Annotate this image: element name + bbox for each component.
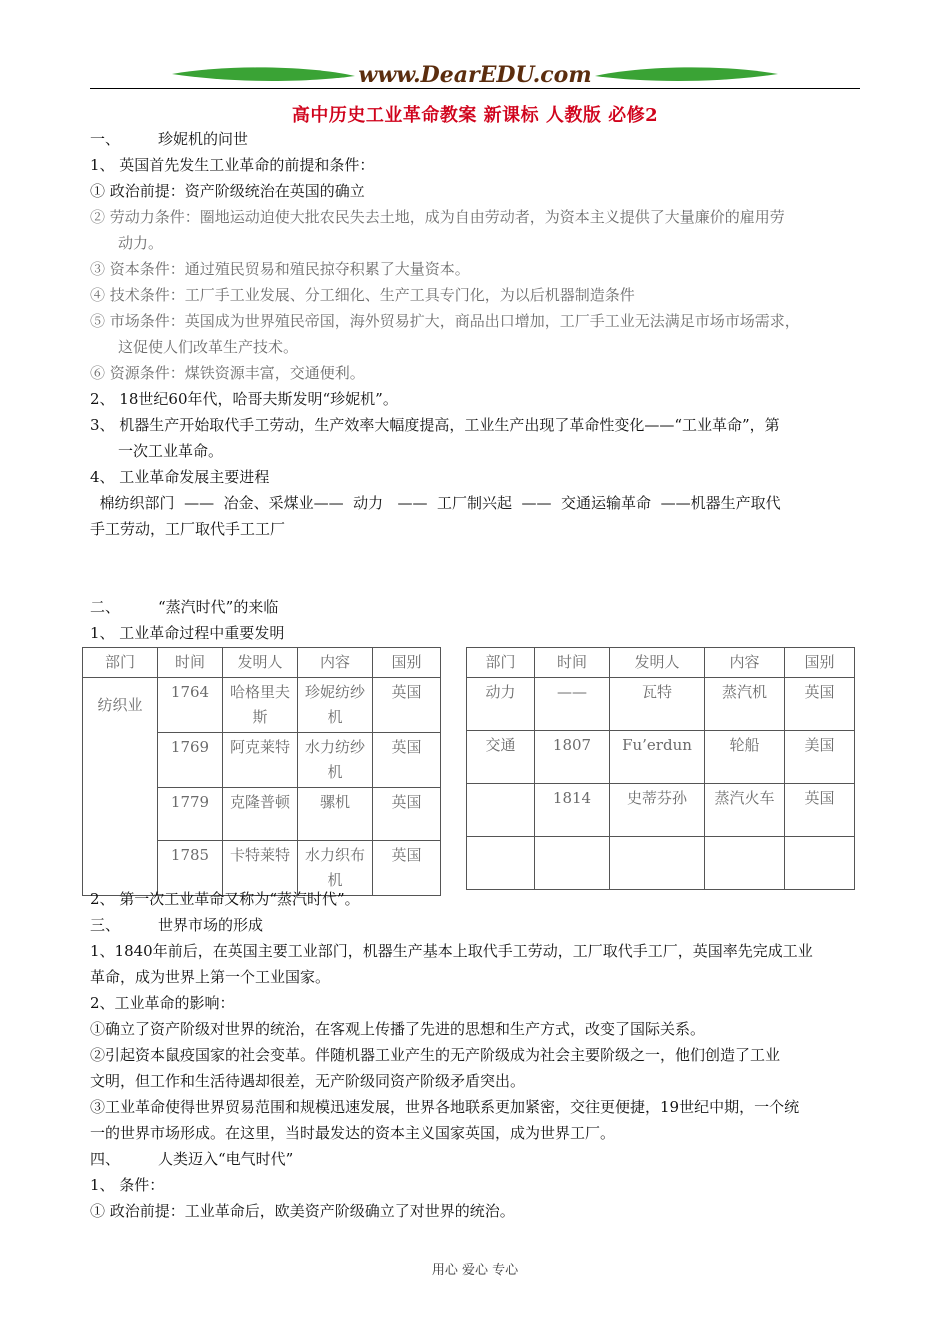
s4-item-1: 1、 条件： [90, 1176, 165, 1194]
s3-item-1: 1、1840年前后，在英国主要工业部门，机器生产基本上取代手工劳动，工厂取代手工厂，英国率先完成工业 [90, 942, 813, 960]
logo-text: www.DearEDU.com [358, 62, 592, 88]
header-time: 时间 [158, 648, 223, 678]
section-4-heading: 四、 人类迈入“电气时代” [90, 1150, 294, 1168]
s2-item-2: 2、 第一次工业革命又称为“蒸汽时代”。 [90, 890, 360, 908]
header-logo [170, 62, 780, 90]
header-content: 内容 [705, 648, 785, 678]
effect-3-cont: 一的世界市场形成。在这里，当时最发达的资本主义国家英国，成为世界工厂。 [90, 1124, 616, 1142]
s1-item-4: 4、 工业革命发展主要进程 [90, 468, 270, 486]
time-cell: 1807 [535, 731, 610, 784]
header-dept: 部门 [83, 648, 158, 678]
s3-item-2: 2、工业革命的影响： [90, 994, 235, 1012]
time-cell: 1764 [158, 678, 223, 733]
page-footer: 用心 爱心 专心 [431, 1263, 519, 1278]
country-cell [785, 837, 855, 890]
condition-4: ④ 技术条件：工厂手工业发展、分工细化、生产工具专门化，为以后机器制造条件 [90, 286, 635, 304]
country-cell: 英国 [373, 733, 441, 788]
section-2-heading: 二、 “蒸汽时代”的来临 [90, 598, 279, 616]
condition-1: ① 政治前提：资产阶级统治在英国的确立 [90, 182, 365, 200]
table-row [467, 837, 855, 890]
content-cell: 水力织布机 [298, 841, 373, 896]
time-cell: 1785 [158, 841, 223, 896]
section-3-heading: 三、 世界市场的形成 [90, 916, 264, 934]
s1-item-2: 2、 18世纪60年代，哈哥夫斯发明“珍妮机”。 [90, 390, 398, 408]
country-cell: 英国 [373, 788, 441, 841]
inventor-cell [610, 837, 705, 890]
header-inventor: 发明人 [223, 648, 298, 678]
section-1-heading: 一、 珍妮机的问世 [90, 130, 249, 148]
content-cell: 珍妮纺纱机 [298, 678, 373, 733]
country-cell: 英国 [373, 678, 441, 733]
table-row [467, 731, 855, 784]
dept-cell: 交通 [467, 731, 535, 784]
header-country: 国别 [373, 648, 441, 678]
condition-5-cont: 这促使人们改革生产技术。 [118, 338, 299, 356]
condition-5: ⑤ 市场条件：英国成为世界殖民帝国，海外贸易扩大，商品出口增加，工厂手工业无法满足市场市场需求， [90, 312, 800, 330]
inventor-cell: 瓦特 [610, 678, 705, 731]
content-cell: 轮船 [705, 731, 785, 784]
progress-chain: 棉纺织部门 —— 冶金、采煤业—— 动力 —— 工厂制兴起 —— 交通运输革命 ——机器生产取代 [90, 494, 781, 512]
table-row [83, 678, 441, 733]
inventions-table-right [466, 647, 855, 890]
dept-cell [467, 837, 535, 890]
progress-chain-cont: 手工劳动，工厂取代手工工厂 [90, 520, 286, 538]
inventor-cell: 卡特莱特 [223, 841, 298, 896]
inventor-cell: 阿克莱特 [223, 733, 298, 788]
effect-2-cont: 文明，但工作和生活待遇却很差，无产阶级同资产阶级矛盾突出。 [90, 1072, 526, 1090]
s1-item-3: 3、 机器生产开始取代手工劳动，生产效率大幅度提高，工业生产出现了革命性变化——“工业革命”，第 [90, 416, 780, 434]
time-cell: 1779 [158, 788, 223, 841]
condition-2-cont: 动力。 [118, 234, 164, 252]
content-cell: 蒸汽机 [705, 678, 785, 731]
condition-2: ② 劳动力条件：圈地运动迫使大批农民失去土地，成为自由劳动者，为资本主义提供了大量廉价的雇用劳 [90, 208, 785, 226]
table-header-row [467, 648, 855, 678]
inventor-cell: Fu’erdun [610, 731, 705, 784]
dept-cell: 纺织业 [83, 678, 158, 896]
time-cell: 1769 [158, 733, 223, 788]
logo-leaf-right [595, 67, 778, 81]
dept-cell [467, 784, 535, 837]
country-cell: 英国 [373, 841, 441, 896]
effect-2: ②引起资本鼠疫国家的社会变革。伴随机器工业产生的无产阶级成为社会主要阶级之一，他们创造了工业 [90, 1046, 781, 1064]
logo-leaf-left [172, 67, 355, 81]
content-cell: 水力纺纱机 [298, 733, 373, 788]
header-inventor: 发明人 [610, 648, 705, 678]
condition-3: ③ 资本条件：通过殖民贸易和殖民掠夺积累了大量资本。 [90, 260, 470, 278]
table-row [467, 784, 855, 837]
condition-6: ⑥ 资源条件：煤铁资源丰富，交通便利。 [90, 364, 365, 382]
header-country: 国别 [785, 648, 855, 678]
header-content: 内容 [298, 648, 373, 678]
s1-item-1: 1、 英国首先发生工业革命的前提和条件： [90, 156, 375, 174]
s2-item-1: 1、 工业革命过程中重要发明 [90, 624, 285, 642]
effect-1: ①确立了资产阶级对世界的统治，在客观上传播了先进的思想和生产方式，改变了国际关系。 [90, 1020, 706, 1038]
table-header-row [83, 648, 441, 678]
content-cell: 骡机 [298, 788, 373, 841]
header-dept: 部门 [467, 648, 535, 678]
s1-item-3-cont: 一次工业革命。 [118, 442, 224, 460]
time-cell [535, 837, 610, 890]
time-cell: —— [535, 678, 610, 731]
country-cell: 美国 [785, 731, 855, 784]
s4-condition-1: ① 政治前提：工业革命后，欧美资产阶级确立了对世界的统治。 [90, 1202, 515, 1220]
inventor-cell: 克隆普顿 [223, 788, 298, 841]
country-cell: 英国 [785, 784, 855, 837]
content-cell: 蒸汽火车 [705, 784, 785, 837]
time-cell: 1814 [535, 784, 610, 837]
inventions-table-left [82, 647, 441, 896]
country-cell: 英国 [785, 678, 855, 731]
s3-item-1-cont: 革命，成为世界上第一个工业国家。 [90, 968, 331, 986]
table-row [467, 678, 855, 731]
content-cell [705, 837, 785, 890]
header-time: 时间 [535, 648, 610, 678]
inventor-cell: 史蒂芬孙 [610, 784, 705, 837]
effect-3: ③工业革命使得世界贸易范围和规模迅速发展，世界各地联系更加紧密，交往更便捷，19世纪中期，一个统 [90, 1098, 800, 1116]
inventor-cell: 哈格里夫斯 [223, 678, 298, 733]
header-divider [90, 88, 860, 89]
dept-cell: 动力 [467, 678, 535, 731]
document-title: 高中历史工业革命教案 新课标 人教版 必修2 [291, 105, 659, 126]
